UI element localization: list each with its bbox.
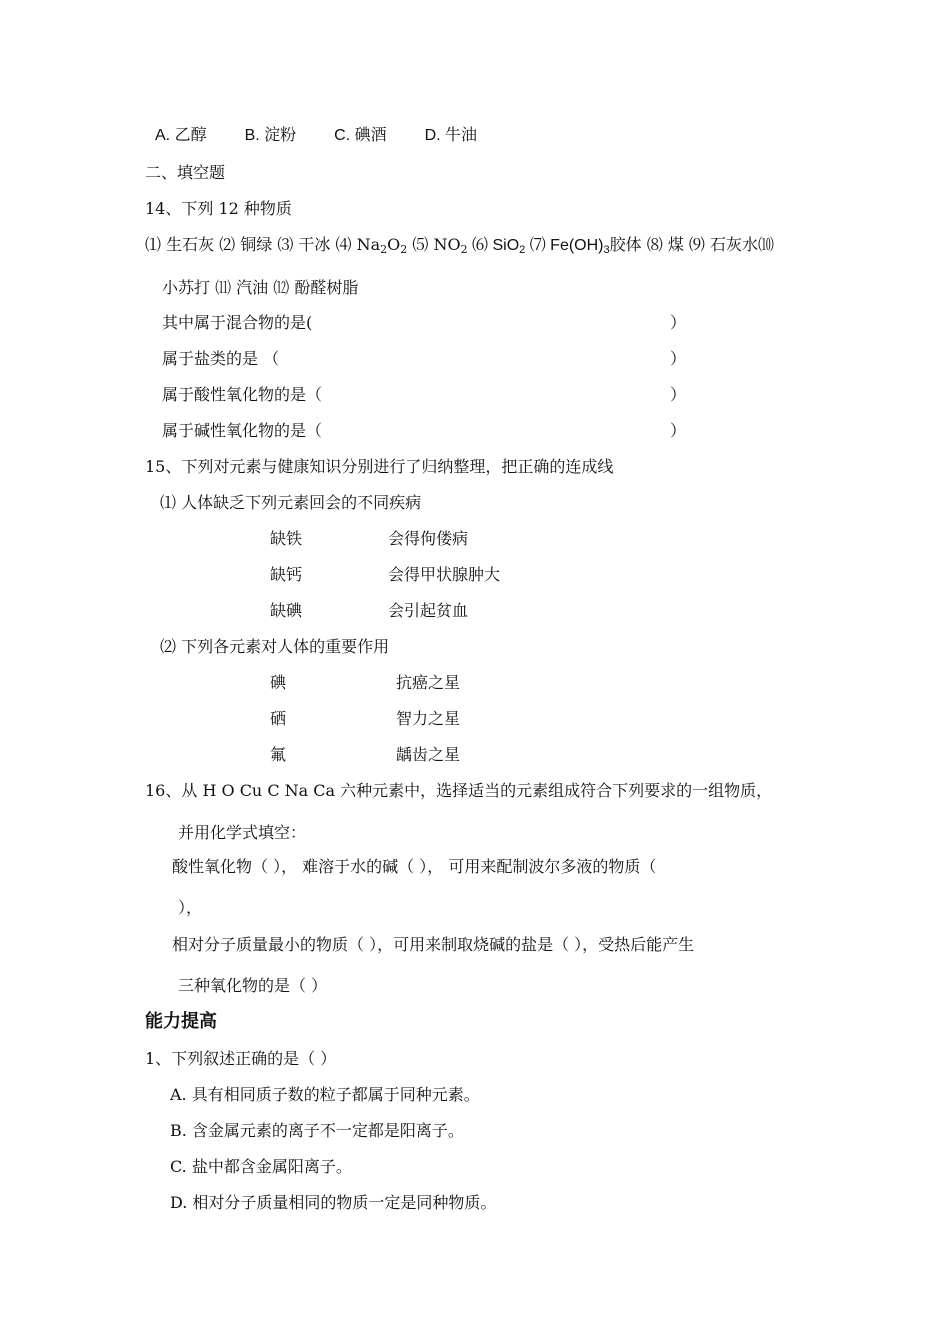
ability-q1-option-c: C. 盐中都含金属阳离子。 (170, 1157, 352, 1176)
q14-ask-acidic-oxide-close: ） (670, 385, 687, 404)
q14-ask-basic-oxide-close: ） (670, 421, 687, 440)
q15-right1-item: 会得甲状腺肿大 (388, 565, 501, 584)
section-heading-fill: 二、填空题 (145, 163, 226, 182)
q14-items: ⑴ 生石灰 ⑵ 铜绿 ⑶ 干冰 ⑷ $Na_2O_2$ ⑸ $NO_2$ ⑹ SiO$_2$ ⑺ $Fe(OH)_3$胶体 ⑻ 煤 ⑼ 石灰水⑽ (145, 235, 774, 256)
q16-line2: 并用化学式填空： (178, 823, 307, 842)
option-b: B. 淀粉 (244, 127, 297, 144)
q16-title: 16、从 H O Cu C Na Ca 六种元素中，选择适当的元素组成符合下列要求的一组物质， (145, 781, 773, 800)
q14-ask-basic-oxide: 属于碱性氧化物的是（ (162, 421, 323, 440)
q15-title: 15、下列对元素与健康知识分别进行了归纳整理，把正确的连成线 (145, 457, 614, 476)
q14-ask-salt-close: ） (670, 349, 687, 368)
q16-line3: 酸性氧化物（ ）， 难溶于水的碱（ ）， 可用来配制波尔多液的物质（ (172, 857, 657, 876)
q15-left2-item: 碘 (270, 673, 287, 692)
q14-ask-acidic-oxide: 属于酸性氧化物的是（ (162, 385, 323, 404)
option-d: D. 牛油 (424, 127, 478, 144)
q15-left1-item: 缺铁 (270, 529, 303, 548)
q14-ask-mixture-close: ） (670, 313, 687, 332)
q15-right1-item: 会得佝偻病 (388, 529, 469, 548)
option-c: C. 碘酒 (334, 127, 387, 144)
ability-q1-option-b: B. 含金属元素的离子不一定都是阳离子。 (170, 1121, 464, 1140)
q14-ask-mixture: 其中属于混合物的是( (162, 313, 313, 332)
q15-right2-item: 龋齿之星 (396, 745, 461, 764)
option-a: A. 乙醇 (155, 127, 207, 144)
q15-left1-item: 缺碘 (270, 601, 303, 620)
q15-left1-item: 缺钙 (270, 565, 303, 584)
q15-right1-item: 会引起贫血 (388, 601, 469, 620)
ability-q1: 1、下列叙述正确的是（ ） (145, 1049, 337, 1068)
section-heading-ability: 能力提高 (145, 1011, 217, 1032)
q16-line6: 三种氧化物的是（ ） (178, 976, 328, 995)
q15-sub1: ⑴ 人体缺乏下列元素回会的不同疾病 (160, 493, 422, 512)
q14-ask-salt: 属于盐类的是 （ (162, 349, 280, 368)
q14-title: 14、下列 12 种物质 (145, 199, 292, 218)
ability-q1-option-a: A. 具有相同质子数的粒子都属于同种元素。 (170, 1085, 480, 1104)
q15-left2-item: 氟 (270, 745, 287, 764)
q15-right2-item: 抗癌之星 (396, 673, 461, 692)
q16-line4: ）， (178, 898, 203, 917)
q13-options (155, 126, 477, 146)
q15-right2-item: 智力之星 (396, 709, 461, 728)
q15-sub2: ⑵ 下列各元素对人体的重要作用 (160, 637, 390, 656)
q16-line5: 相对分子质量最小的物质（ ），可用来制取烧碱的盐是（ ），受热后能产生 (172, 935, 695, 954)
q15-left2-item: 硒 (270, 709, 287, 728)
q14-items-line2: 小苏打 ⑾ 汽油 ⑿ 酚醛树脂 (162, 278, 359, 297)
ability-q1-option-d: D. 相对分子质量相同的物质一定是同种物质。 (170, 1193, 497, 1212)
